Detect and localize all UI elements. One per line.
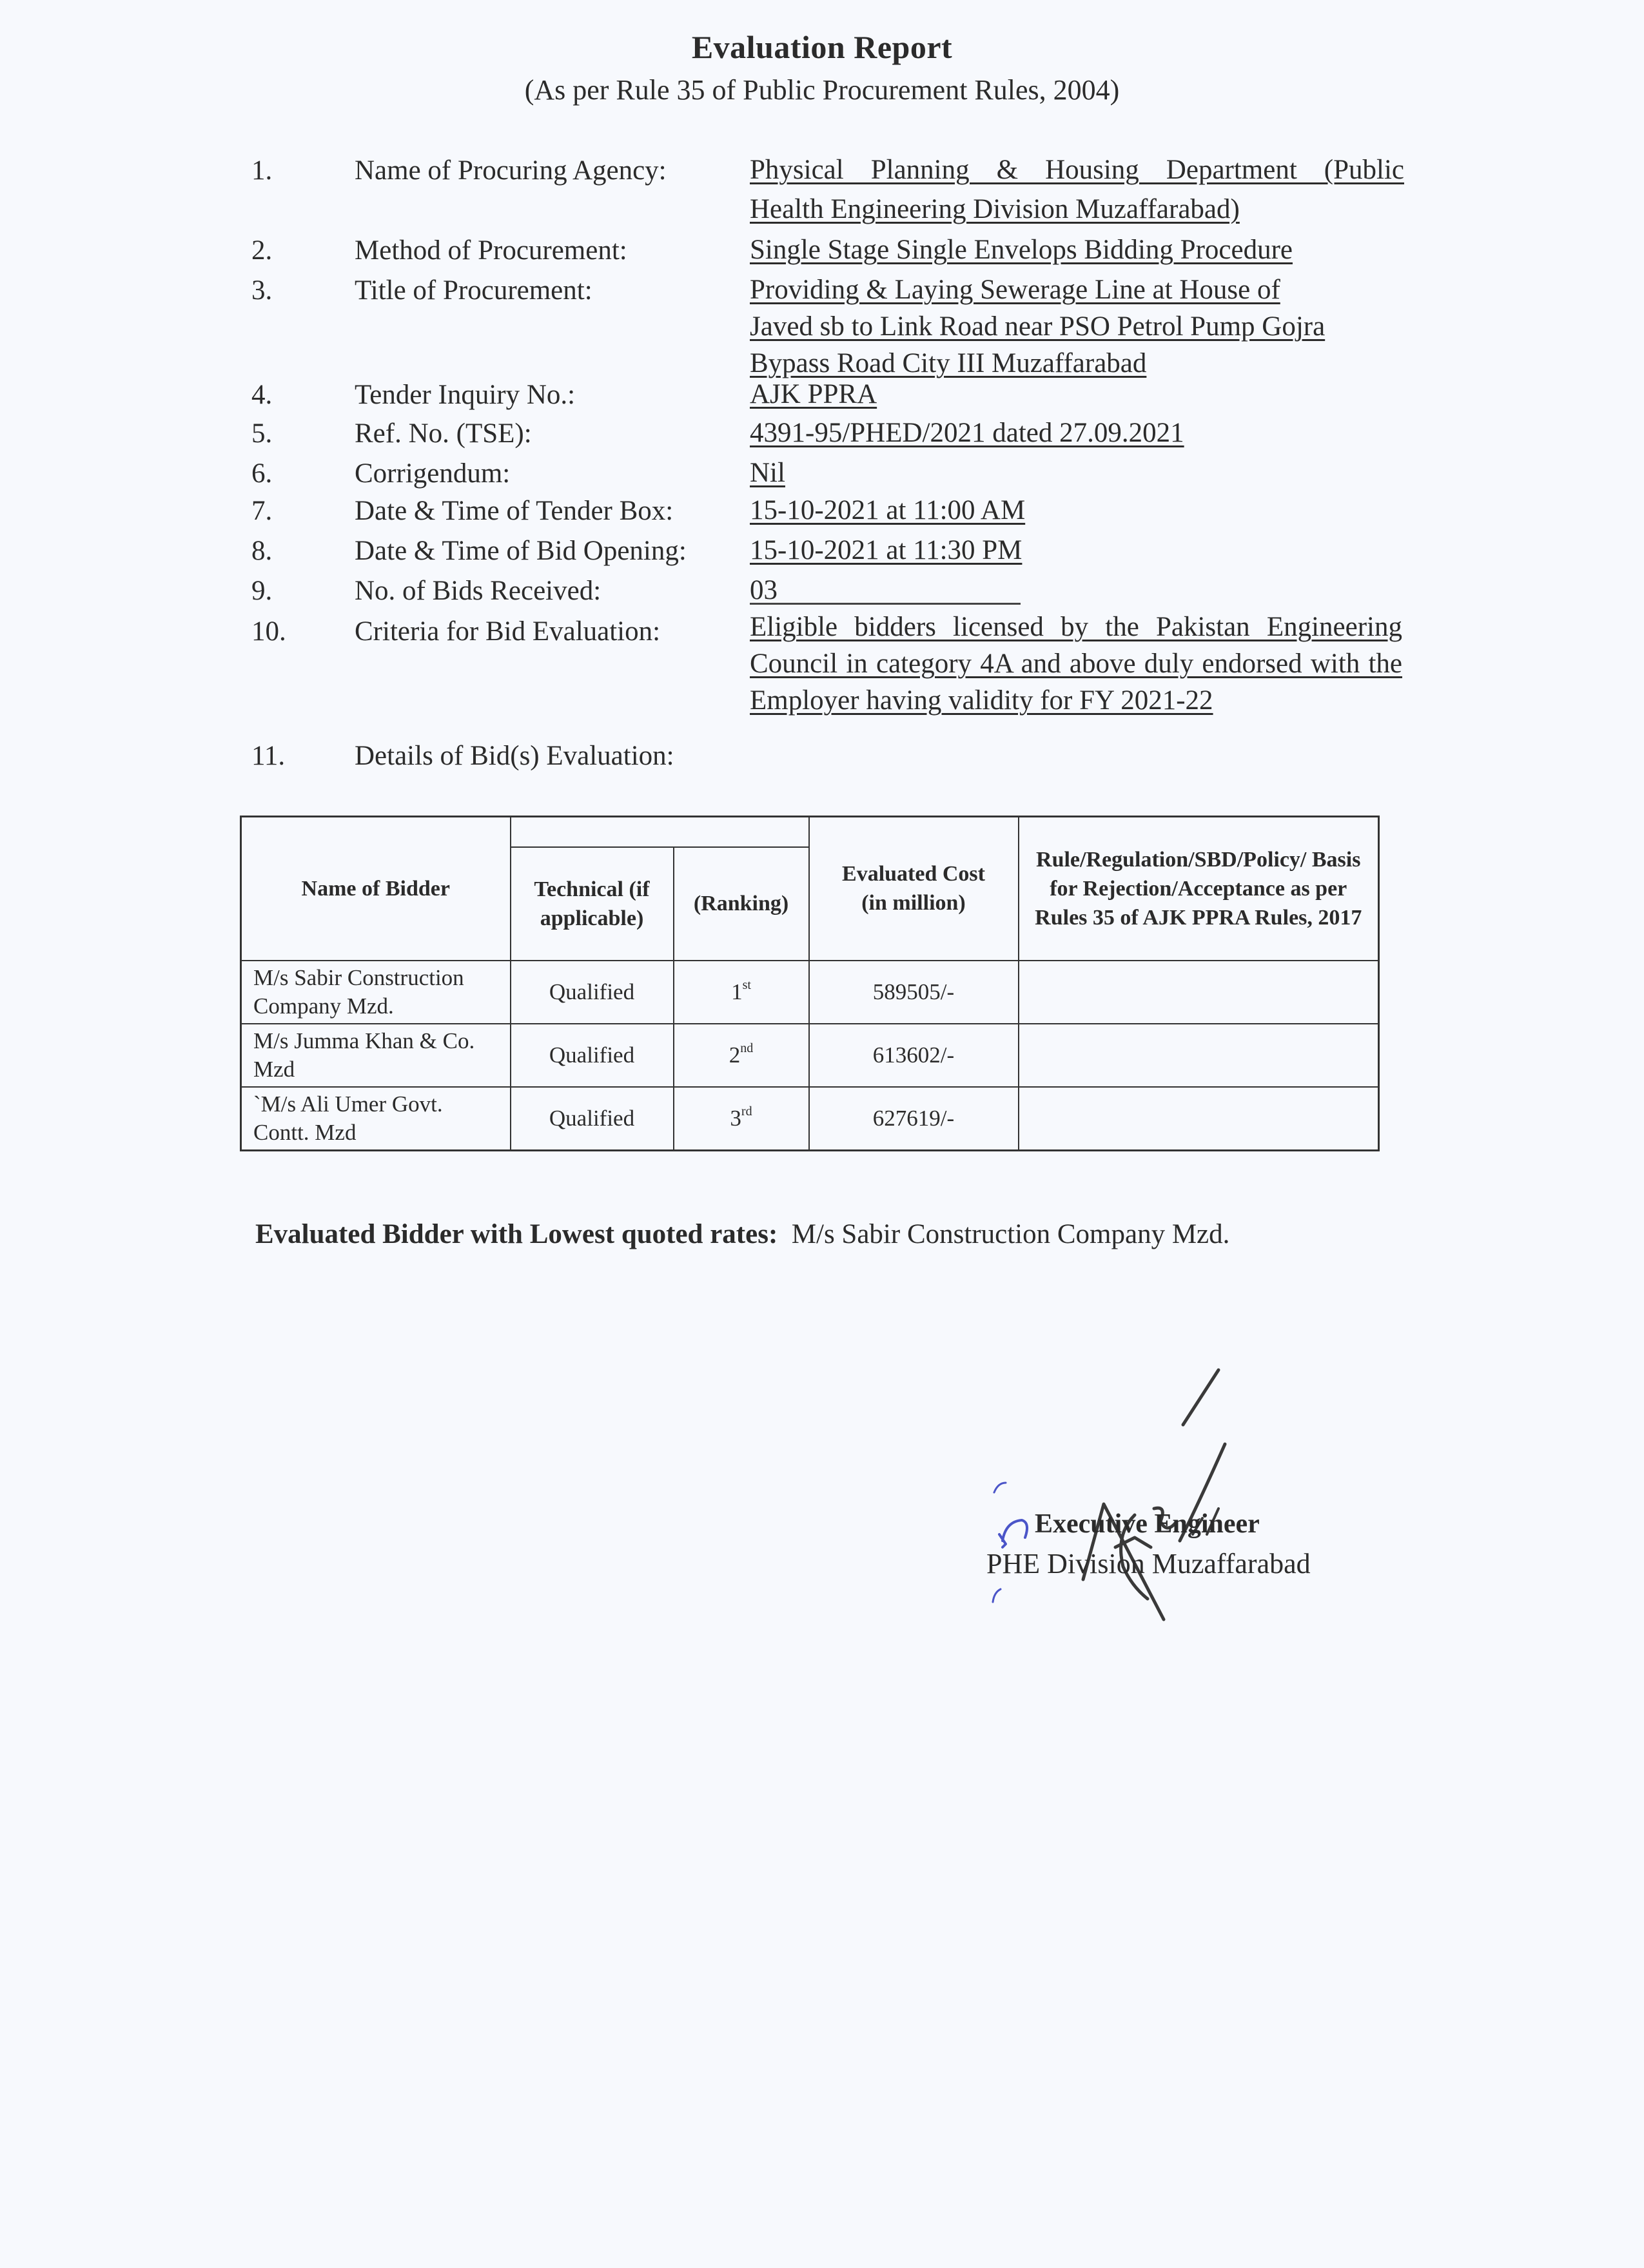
value-line: 4391-95/PHED/2021 dated 27.09.2021 bbox=[750, 418, 1184, 448]
item-label: No. of Bids Received: bbox=[355, 576, 602, 606]
item-value-ref-no bbox=[750, 413, 1404, 453]
value-line: 15-10-2021 at 11:00 AM bbox=[750, 495, 1026, 525]
value-line: Providing & Laying Sewerage Line at House of bbox=[750, 275, 1280, 305]
value-line: Health Engineering Division Muzaffarabad) bbox=[750, 194, 1240, 224]
signature-image bbox=[954, 1354, 1354, 1625]
value-line: Single Stage Single Envelops Bidding Procedure bbox=[750, 235, 1293, 265]
value-line: Council in category 4A and above duly endorsed with the bbox=[750, 649, 1402, 679]
document-subtitle: (As per Rule 35 of Public Procurement Rules, 2004) bbox=[524, 74, 1120, 106]
header-name-of-bidder: Name of Bidder bbox=[241, 817, 511, 961]
item-label: Name of Procuring Agency: bbox=[355, 155, 667, 186]
item-number: 2. bbox=[251, 235, 273, 266]
technical-status: Qualified bbox=[511, 1087, 674, 1151]
item-value-tender-box bbox=[750, 491, 1404, 530]
lowest-bidder-value: M/s Sabir Construction Company Mzd. bbox=[791, 1219, 1230, 1249]
item-value-corrigendum bbox=[750, 453, 1404, 493]
item-number: 11. bbox=[251, 741, 286, 771]
bid-evaluation-table bbox=[240, 816, 1380, 1151]
value-line: 03 bbox=[750, 575, 778, 605]
value-line: Javed sb to Link Road near PSO Petrol Pump Gojra bbox=[750, 311, 1326, 342]
evaluated-cost: 627619/- bbox=[809, 1087, 1019, 1151]
evaluated-cost: 589505/- bbox=[809, 961, 1019, 1024]
value-line: Nil bbox=[750, 458, 785, 488]
item-label: Details of Bid(s) Evaluation: bbox=[355, 741, 674, 771]
document-title: Evaluation Report bbox=[691, 29, 953, 65]
item-number: 5. bbox=[251, 418, 273, 449]
signatory-office: PHE Division Muzaffarabad bbox=[986, 1548, 1311, 1579]
item-label: Criteria for Bid Evaluation: bbox=[355, 616, 661, 647]
item-label: Method of Procurement: bbox=[355, 235, 627, 266]
header-group-empty bbox=[511, 817, 809, 847]
item-label: Corrigendum: bbox=[355, 458, 511, 489]
item-number: 10. bbox=[251, 616, 286, 647]
bidder-name: M/s Jumma Khan & Co. Mzd bbox=[241, 1024, 511, 1087]
lowest-bidder-label: Evaluated Bidder with Lowest quoted rates: bbox=[255, 1219, 778, 1249]
header-technical: Technical (if applicable) bbox=[511, 847, 674, 961]
value-line: AJK PPRA bbox=[750, 379, 877, 409]
item-value-procuring-agency bbox=[750, 150, 1404, 229]
ranking bbox=[674, 1087, 809, 1151]
value-line: Employer having validity for FY 2021-22 bbox=[750, 685, 1213, 716]
rule-basis bbox=[1019, 1087, 1379, 1151]
item-number: 1. bbox=[251, 155, 273, 186]
lowest-bidder-line bbox=[255, 1218, 1229, 1250]
technical-status: Qualified bbox=[511, 961, 674, 1024]
rank-suffix: rd bbox=[741, 1104, 752, 1119]
item-label: Date & Time of Bid Opening: bbox=[355, 536, 687, 566]
initials-stroke bbox=[993, 1589, 1001, 1602]
value-line: Eligible bidders licensed by the Pakistan Engineering bbox=[750, 612, 1402, 642]
signature-stroke bbox=[1183, 1370, 1218, 1425]
bidder-name: `M/s Ali Umer Govt. Contt. Mzd bbox=[241, 1087, 511, 1151]
item-number: 7. bbox=[251, 496, 273, 526]
underline-blank bbox=[750, 603, 1021, 605]
rank-number: 1 bbox=[731, 979, 743, 1004]
item-label: Tender Inquiry No.: bbox=[355, 380, 576, 410]
header-rule-basis: Rule/Regulation/SBD/Policy/ Basis for Rejection/Acceptance as per Rules 35 of AJK PPRA Rules, 2017 bbox=[1019, 817, 1379, 961]
ranking bbox=[674, 1024, 809, 1087]
rank-suffix: nd bbox=[740, 1041, 754, 1055]
item-value-bid-opening bbox=[750, 531, 1404, 570]
value-line: Bypass Road City III Muzaffarabad bbox=[750, 348, 1147, 378]
item-value-title bbox=[750, 270, 1404, 383]
item-label: Title of Procurement: bbox=[355, 275, 592, 306]
item-value-bids-received bbox=[750, 571, 1404, 610]
item-number: 4. bbox=[251, 380, 273, 410]
rule-basis bbox=[1019, 961, 1379, 1024]
ranking bbox=[674, 961, 809, 1024]
item-value-criteria bbox=[750, 609, 1402, 719]
table-row bbox=[241, 1024, 1379, 1087]
item-label: Date & Time of Tender Box: bbox=[355, 496, 674, 526]
rank-number: 2 bbox=[729, 1042, 741, 1068]
item-value-method bbox=[750, 230, 1404, 269]
item-number: 3. bbox=[251, 275, 273, 306]
item-number: 9. bbox=[251, 576, 273, 606]
value-line: Physical Planning & Housing Department (Public bbox=[750, 155, 1404, 185]
table-row bbox=[241, 1087, 1379, 1151]
signatory-title: Executive Engineer bbox=[1035, 1509, 1260, 1539]
item-number: 8. bbox=[251, 536, 273, 566]
bidder-name: M/s Sabir Construction Company Mzd. bbox=[241, 961, 511, 1024]
item-number: 6. bbox=[251, 458, 273, 489]
initials-stroke bbox=[999, 1520, 1027, 1547]
header-evaluated-cost: Evaluated Cost (in million) bbox=[809, 817, 1019, 961]
technical-status: Qualified bbox=[511, 1024, 674, 1087]
value-line: 15-10-2021 at 11:30 PM bbox=[750, 535, 1023, 565]
initials-stroke bbox=[994, 1483, 1006, 1492]
item-value-tender-inquiry bbox=[750, 375, 1404, 414]
table-row bbox=[241, 961, 1379, 1024]
rule-basis bbox=[1019, 1024, 1379, 1087]
rank-number: 3 bbox=[730, 1105, 741, 1131]
header-ranking: (Ranking) bbox=[674, 847, 809, 961]
evaluated-cost: 613602/- bbox=[809, 1024, 1019, 1087]
item-label: Ref. No. (TSE): bbox=[355, 418, 532, 449]
rank-suffix: st bbox=[742, 977, 751, 992]
